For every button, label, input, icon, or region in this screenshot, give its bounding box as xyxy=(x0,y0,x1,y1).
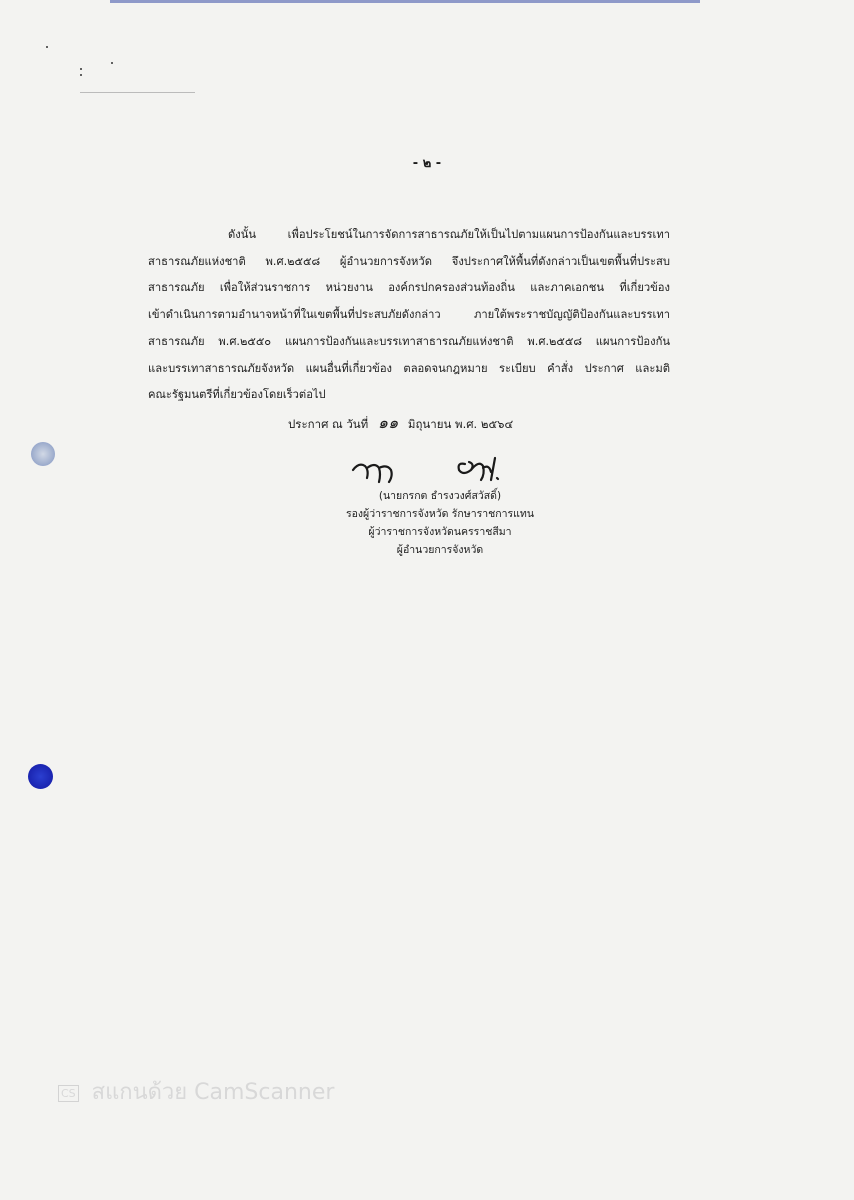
date-month: มิถุนายน xyxy=(407,417,452,431)
page-top-edge xyxy=(110,0,700,3)
watermark-text: สแกนด้วย CamScanner xyxy=(91,1080,335,1105)
body-line: สาธารณภัย พ.ศ.๒๕๕๐ แผนการป้องกันและบรรเทาสาธารณภัยแห่งชาติ พ.ศ.๒๕๕๘ แผนการป้องกัน xyxy=(148,334,670,348)
binder-hole-icon xyxy=(31,442,55,466)
signer-name: (นายกรกต ธำรงวงศ์สวัสดิ์) xyxy=(378,490,502,502)
signature-block xyxy=(330,487,550,559)
body-line: สาธารณภัย เพื่อให้ส่วนราชการ หน่วยงาน องค์กรปกครองส่วนท้องถิ่น และภาคเอกชน ที่เกี่ยวข้อง xyxy=(148,281,670,295)
body-line: คณะรัฐมนตรีที่เกี่ยวข้องโดยเร็วต่อไป xyxy=(148,388,326,402)
date-year: พ.ศ. ๒๕๖๔ xyxy=(455,417,514,431)
body-line: และบรรเทาสาธารณภัยจังหวัด แผนอื่นที่เกี่ยวข้อง ตลอดจนกฎหมาย ระเบียบ คำสั่ง ประกาศ และมติ xyxy=(148,361,670,375)
date-day-handwritten: ๑๑ xyxy=(377,413,399,432)
scan-line xyxy=(80,92,195,93)
camscanner-logo-icon: CS xyxy=(58,1085,79,1102)
scan-marks xyxy=(40,40,160,100)
body-line: ดังนั้น เพื่อประโยชน์ในการจัดการสาธารณภัยให้เป็นไปตามแผนการป้องกันและบรรเทา xyxy=(228,228,670,241)
scan-dot xyxy=(111,62,113,64)
signer-position: รองผู้ว่าราชการจังหวัด รักษาราชการแทน xyxy=(345,508,535,520)
scan-dot xyxy=(80,68,82,70)
signer-position: ผู้อำนวยการจังหวัด xyxy=(396,544,484,556)
body-line: สาธารณภัยแห่งชาติ พ.ศ.๒๕๕๘ ผู้อำนวยการจังหวัด จึงประกาศให้พื้นที่ดังกล่าวเป็นเขตพื้นที่ประสบ xyxy=(148,254,670,268)
body-paragraph xyxy=(148,222,670,409)
date-prefix: ประกาศ ณ วันที่ xyxy=(288,417,369,431)
camscanner-watermark xyxy=(58,1074,334,1109)
handwritten-signature xyxy=(345,452,515,492)
announcement-date xyxy=(288,411,513,436)
binder-hole-icon xyxy=(28,764,53,789)
scan-dot xyxy=(46,46,48,48)
body-line: เข้าดำเนินการตามอำนาจหน้าที่ในเขตพื้นที่ประสบภัยดังกล่าว ภายใต้พระราชบัญญัติป้องกันและบรรเทา xyxy=(148,308,670,322)
signer-position: ผู้ว่าราชการจังหวัดนครราชสีมา xyxy=(368,526,512,538)
scan-dot xyxy=(80,74,82,76)
page-number: - ๒ - xyxy=(412,156,442,171)
